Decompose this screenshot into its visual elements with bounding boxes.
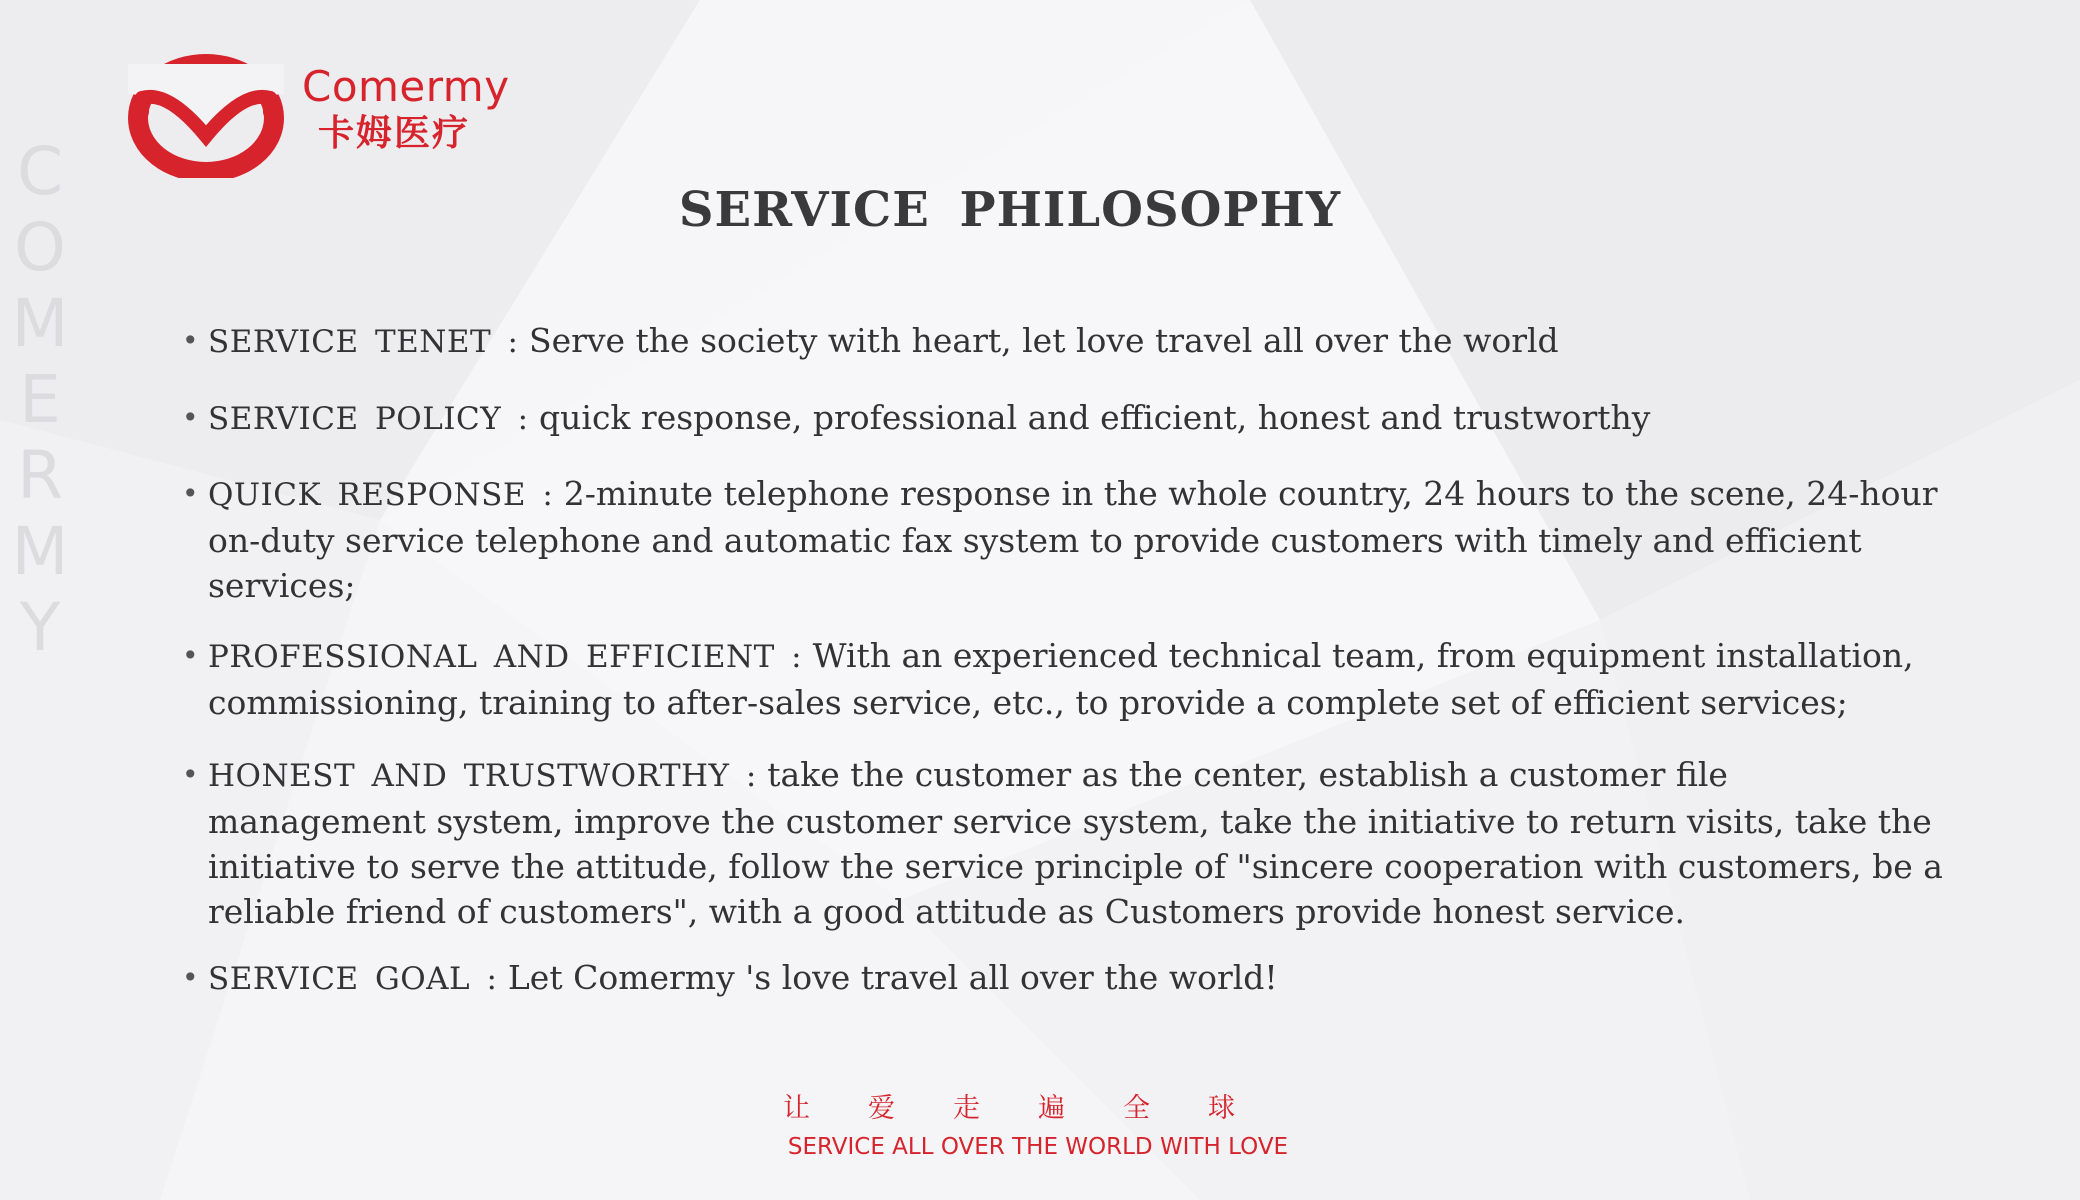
item-text: Let Comermy 's love travel all over the world! (497, 958, 1278, 997)
page-title: SERVICE PHILOSOPHY (678, 182, 1342, 238)
list-item-professional-efficient (180, 633, 1950, 725)
bullet-icon: • (182, 477, 199, 510)
item-label: SERVICE GOAL : (208, 961, 498, 997)
list-item-service-tenet (180, 318, 1950, 365)
item-text: quick response, professional and efficient, honest and trustworthy (528, 398, 1651, 437)
item-text: 2-minute telephone response in the whole country, 24 hours to the scene, 24-hour on-duty service telephone and automatic fax system to provide customers with timely and efficient services; (208, 474, 1938, 605)
list-item-quick-response (180, 471, 1950, 608)
brand-name-en: Comermy (302, 62, 510, 111)
bullet-icon: • (182, 758, 199, 791)
list-item-service-policy (180, 395, 1950, 442)
item-text: With an experienced technical team, from equipment installation, commissioning, training to after-sales service, etc., to provide a complete set of efficient services; (208, 636, 1914, 722)
item-text: Serve the society with heart, let love travel all over the world (518, 321, 1559, 360)
comermy-logo-icon (128, 54, 284, 178)
item-text: take the customer as the center, establish a customer file management system, improve the customer service system, take the initiative to return visits, take the initiative to serve the attitude, follow the service principle of "sincere cooperation with customers, be a reliable friend of customers", with a good attitude as Customers provide honest service. (208, 755, 1943, 931)
brand-name-cn: 卡姆医疗 (318, 113, 471, 154)
item-label: PROFESSIONAL AND EFFICIENT : (208, 639, 803, 675)
side-watermark-text: COMERMY (11, 133, 69, 666)
item-label: QUICK RESPONSE : (208, 477, 554, 513)
bullet-icon: • (182, 401, 199, 434)
footer-slogan-cn: 让爱走遍全球 (783, 1093, 1293, 1124)
footer-slogan-en: SERVICE ALL OVER THE WORLD WITH LOVE (787, 1134, 1289, 1160)
list-item-service-goal (180, 955, 1950, 1002)
item-label: HONEST AND TRUSTWORTHY : (208, 758, 757, 794)
bullet-icon: • (182, 961, 199, 994)
bullet-icon: • (182, 639, 199, 672)
list-item-honest-trustworthy (180, 752, 1950, 934)
bullet-icon: • (182, 324, 199, 357)
item-label: SERVICE TENET : (208, 324, 519, 360)
item-label: SERVICE POLICY : (208, 401, 529, 437)
